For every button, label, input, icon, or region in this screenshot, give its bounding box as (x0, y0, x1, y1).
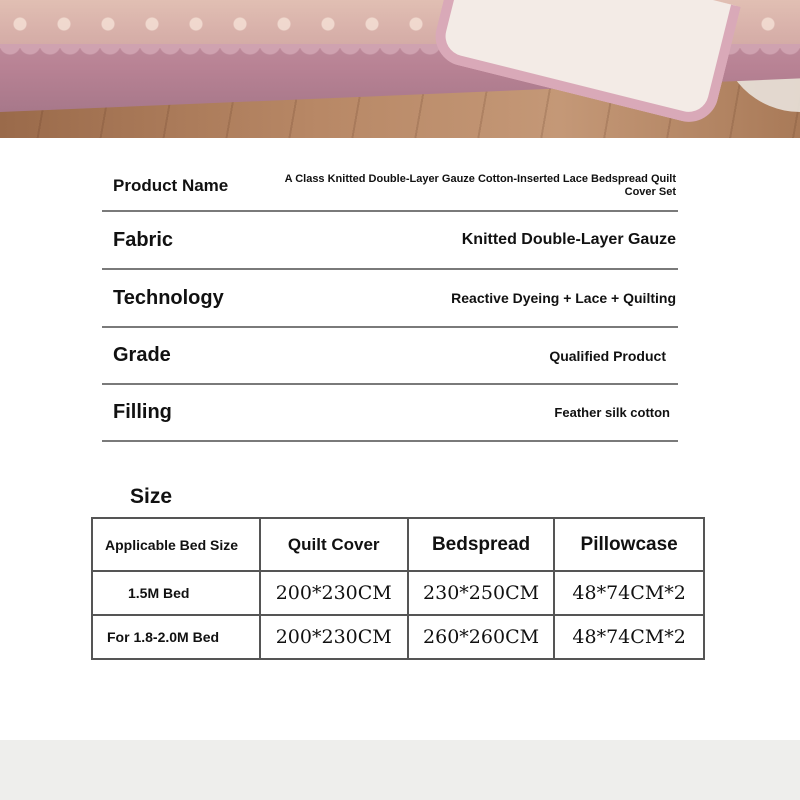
spec-table (102, 162, 678, 442)
size-table-header (92, 518, 704, 571)
product-photo (0, 0, 800, 138)
bedspread-cell: 230*250CM (408, 571, 554, 615)
spec-row-grade (102, 328, 678, 385)
spec-row-fabric (102, 212, 678, 270)
bed-size-cell: 1.5M Bed (92, 571, 260, 615)
table-row (92, 615, 704, 659)
header-bedspread: Bedspread (408, 518, 554, 571)
pillowcase-cell: 48*74CM*2 (554, 615, 704, 659)
spec-label: Fabric (113, 228, 174, 251)
spec-value: Reactive Dyeing + Lace + Quilting (451, 290, 676, 306)
table-row (92, 571, 704, 615)
spec-value: A Class Knitted Double-Layer Gauze Cotton-Inserted Lace Bedspread Quilt Cover Set (284, 173, 676, 198)
spec-row-technology (102, 270, 678, 328)
spec-row-product-name (102, 162, 678, 212)
header-quilt-cover: Quilt Cover (260, 518, 408, 571)
spec-label: Filling (113, 401, 172, 423)
size-heading: Size (130, 485, 173, 508)
pillowcase-cell: 48*74CM*2 (554, 571, 704, 615)
spec-row-filling (102, 385, 678, 442)
header-pillowcase: Pillowcase (554, 518, 704, 571)
header-bed-size: Applicable Bed Size (92, 518, 260, 571)
bedspread-cell: 260*260CM (408, 615, 554, 659)
quilt-cover-cell: 200*230CM (260, 571, 408, 615)
spec-label: Product Name (113, 176, 229, 195)
spec-value: Qualified Product (549, 347, 666, 364)
bottom-band (0, 740, 800, 800)
spec-label: Grade (113, 344, 171, 366)
quilt-cover-cell: 200*230CM (260, 615, 408, 659)
spec-label: Technology (113, 286, 224, 309)
size-table (91, 517, 705, 660)
bed-size-cell: For 1.8-2.0M Bed (92, 615, 260, 659)
spec-value: Knitted Double-Layer Gauze (461, 231, 676, 248)
spec-value: Feather silk cotton (554, 405, 670, 420)
